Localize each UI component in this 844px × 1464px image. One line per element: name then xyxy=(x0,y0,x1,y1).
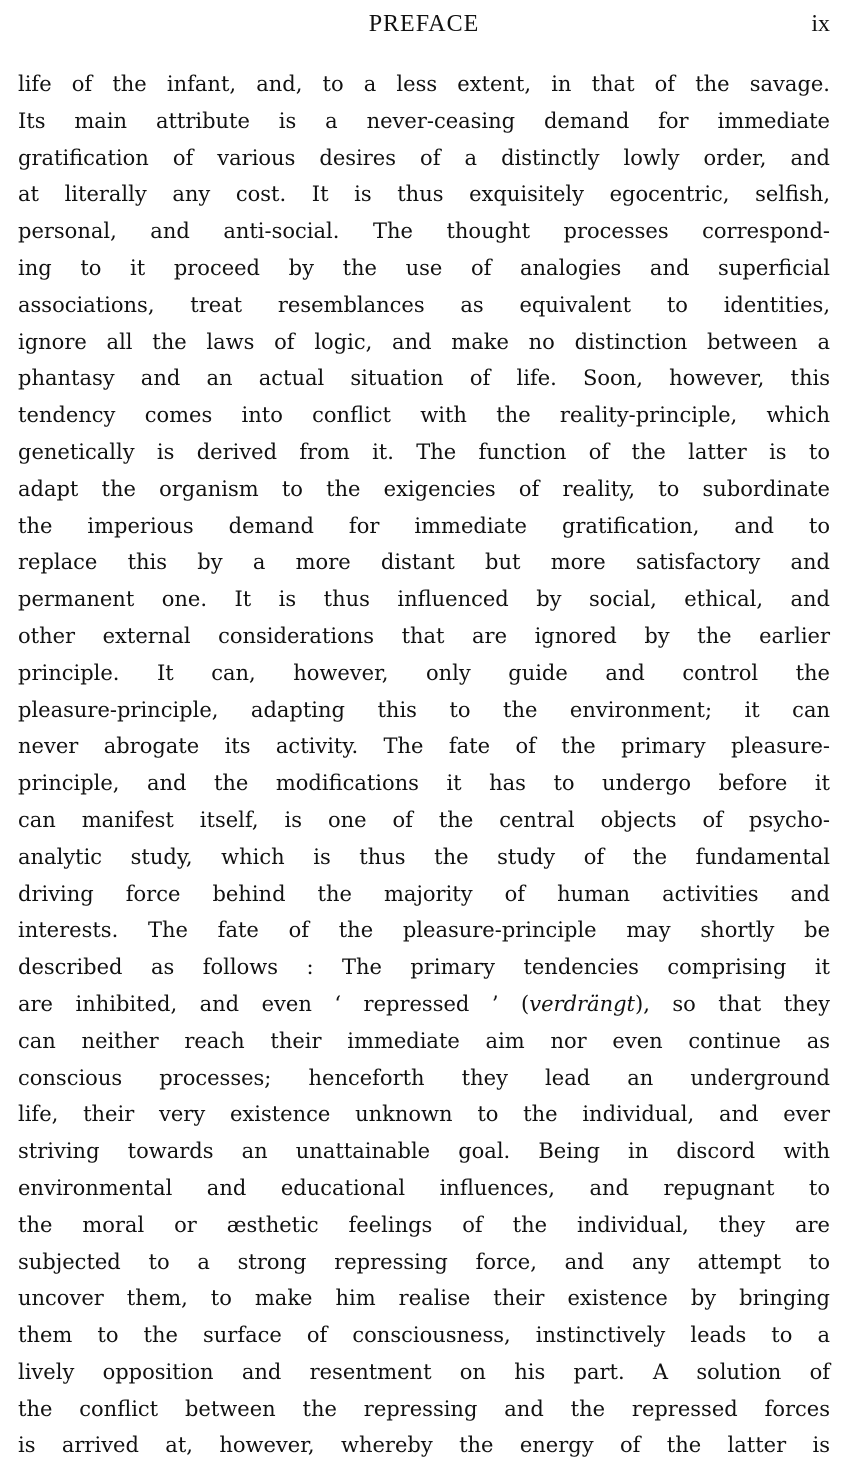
page-number: ix xyxy=(811,11,830,37)
text-line: is arrived at, however, whereby the energy of the latter is xyxy=(18,1433,830,1458)
text-line: life, their very existence unknown to the individual, and ever xyxy=(18,1102,830,1127)
text-fragment: ), so that they xyxy=(635,991,830,1016)
text-line: gratification of various desires of a distinctly lowly order, and xyxy=(18,145,830,170)
text-line: analytic study, which is thus the study of the fundamental xyxy=(18,844,830,869)
page-title: PREFACE xyxy=(368,11,480,37)
text-line: striving towards an unattainable goal. Being in discord with xyxy=(18,1139,830,1164)
text-line: Its main attribute is a never-ceasing demand for immediate xyxy=(18,108,830,133)
text-line: can neither reach their immediate aim nor even continue as xyxy=(18,1028,830,1053)
text-line: the conflict between the repressing and the repressed forces xyxy=(18,1396,830,1421)
text-line: life of the infant, and, to a less extent, in that of the savage. xyxy=(18,72,830,96)
text-line: at literally any cost. It is thus exquisitely egocentric, selfish, xyxy=(18,182,830,207)
body-text xyxy=(18,66,830,1464)
running-head xyxy=(18,8,830,40)
text-line: other external considerations that are ignored by the earlier xyxy=(18,623,830,648)
text-line: genetically is derived from it. The function of the latter is to xyxy=(18,439,830,464)
text-line: them to the surface of consciousness, instinctively leads to a xyxy=(18,1323,830,1348)
text-line: conscious processes; henceforth they lead an underground xyxy=(18,1065,830,1090)
text-line: principle, and the modifications it has to undergo before it xyxy=(18,771,830,796)
text-line: pleasure-principle, adapting this to the environment; it can xyxy=(18,697,830,722)
text-fragment: are inhibited, and even ‘ repressed ’ ( xyxy=(18,991,530,1016)
text-line: environmental and educational influences, and repugnant to xyxy=(18,1175,830,1200)
text-line: interests. The fate of the pleasure-principle may shortly be xyxy=(18,918,830,943)
text-line: principle. It can, however, only guide and control the xyxy=(18,660,830,685)
text-line: driving force behind the majority of human activities and xyxy=(18,881,830,906)
text-line: permanent one. It is thus influenced by social, ethical, and xyxy=(18,587,830,612)
text-line: the moral or æsthetic feelings of the individual, they are xyxy=(18,1212,830,1237)
text-line: phantasy and an actual situation of life. Soon, however, this xyxy=(18,366,830,391)
text-line: never abrogate its activity. The fate of the primary pleasure- xyxy=(18,734,830,759)
text-line: subjected to a strong repressing force, and any attempt to xyxy=(18,1249,830,1274)
text-line: ignore all the laws of logic, and make no distinction between a xyxy=(18,329,830,354)
text-line: uncover them, to make him realise their existence by bringing xyxy=(18,1286,830,1311)
text-line: personal, and anti-social. The thought processes correspond- xyxy=(18,219,830,244)
text-line: tendency comes into conflict with the reality-principle, which xyxy=(18,403,830,428)
text-line: the imperious demand for immediate gratification, and to xyxy=(18,513,830,538)
text-line: ing to it proceed by the use of analogies and superficial xyxy=(18,255,830,280)
text-line: described as follows : The primary tendencies comprising it xyxy=(18,955,830,980)
italic-term: verdrängt xyxy=(529,991,635,1016)
text-line: can manifest itself, is one of the central objects of psycho- xyxy=(18,807,830,832)
text-line: lively opposition and resentment on his part. A solution of xyxy=(18,1359,830,1384)
text-line: adapt the organism to the exigencies of reality, to subordinate xyxy=(18,476,830,501)
text-line: replace this by a more distant but more satisfactory and xyxy=(18,550,830,575)
text-line: associations, treat resemblances as equivalent to identities, xyxy=(18,292,830,317)
text-line-with-italic xyxy=(18,986,830,1023)
